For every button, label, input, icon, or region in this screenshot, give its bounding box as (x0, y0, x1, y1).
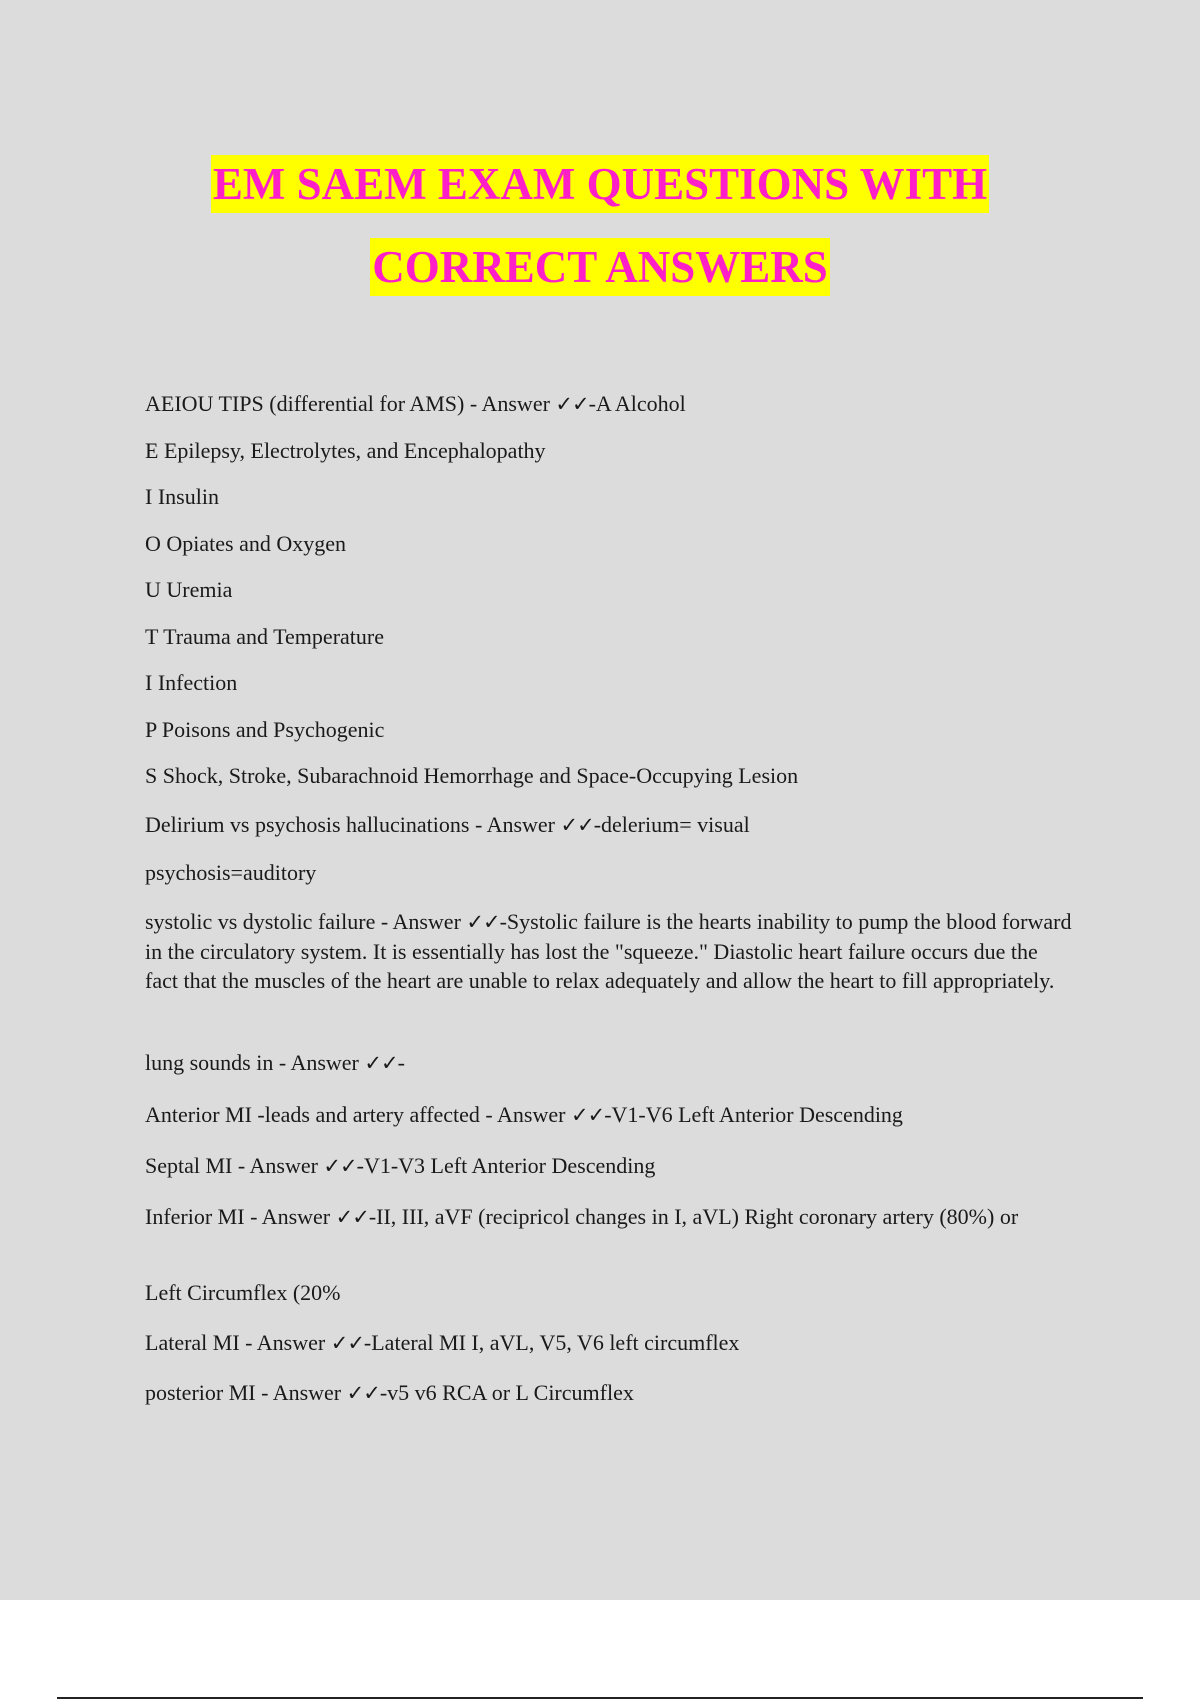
entry-psychosis-auditory: psychosis=auditory (145, 860, 317, 885)
entry-o: O Opiates and Oxygen (145, 531, 347, 556)
double-check-icon: ✓✓ (364, 1051, 398, 1075)
entry-i-infection: I Infection (145, 670, 238, 695)
document-title (0, 142, 1200, 308)
entry-lateral-mi: Lateral MI - Answer ✓✓-Lateral MI I, aVL, V5, V6 left circumflex (145, 1330, 740, 1355)
entry-s: S Shock, Stroke, Subarachnoid Hemorrhage and Space-Occupying Lesion (145, 763, 799, 788)
footer-divider (57, 1697, 1143, 1699)
entry-posterior-mi: posterior MI - Answer ✓✓-v5 v6 RCA or L Circumflex (145, 1380, 634, 1405)
entry-systolic-vs-diastolic: systolic vs dystolic failure - Answer ✓✓-Systolic failure is the hearts inability to pump the blood forward in the circulatory system. It is essentially has lost the "squeeze." Diastolic heart failure occurs due the fact that the muscles of the heart are unable to relax adequately and allow the heart to fill appropriately. (145, 909, 1072, 993)
entry-inferior-mi: Inferior MI - Answer ✓✓-II, III, aVF (recipricol changes in I, aVL) Right coronary artery (80%) or (145, 1204, 1019, 1229)
title-line-2: CORRECT ANSWERS (370, 238, 830, 296)
double-check-icon: ✓✓ (466, 910, 500, 934)
entry-p: P Poisons and Psychogenic (145, 717, 385, 742)
double-check-icon: ✓✓ (330, 1331, 364, 1355)
entry-delirium-vs-psychosis: Delirium vs psychosis hallucinations - Answer ✓✓-delerium= visual (145, 812, 750, 837)
entry-i-insulin: I Insulin (145, 484, 219, 509)
entry-u: U Uremia (145, 577, 233, 602)
entry-e: E Epilepsy, Electrolytes, and Encephalopathy (145, 438, 546, 463)
entry-anterior-mi: Anterior MI -leads and artery affected - Answer ✓✓-V1-V6 Left Anterior Descending (145, 1102, 903, 1127)
entry-septal-mi: Septal MI - Answer ✓✓-V1-V3 Left Anterior Descending (145, 1153, 656, 1178)
double-check-icon: ✓✓ (335, 1205, 369, 1229)
entry-aeiou-tips: AEIOU TIPS (differential for AMS) - Answer ✓✓-A Alcohol (145, 391, 686, 416)
double-check-icon: ✓✓ (560, 813, 594, 837)
double-check-icon: ✓✓ (555, 392, 589, 416)
double-check-icon: ✓✓ (570, 1103, 605, 1127)
entry-left-circumflex: Left Circumflex (20% (145, 1280, 341, 1305)
double-check-icon: ✓✓ (346, 1381, 380, 1405)
entry-lung-sounds: lung sounds in - Answer ✓✓- (145, 1050, 405, 1075)
title-line-1: EM SAEM EXAM QUESTIONS WITH (211, 155, 989, 213)
double-check-icon: ✓✓ (323, 1154, 357, 1178)
entry-t: T Trauma and Temperature (145, 624, 384, 649)
